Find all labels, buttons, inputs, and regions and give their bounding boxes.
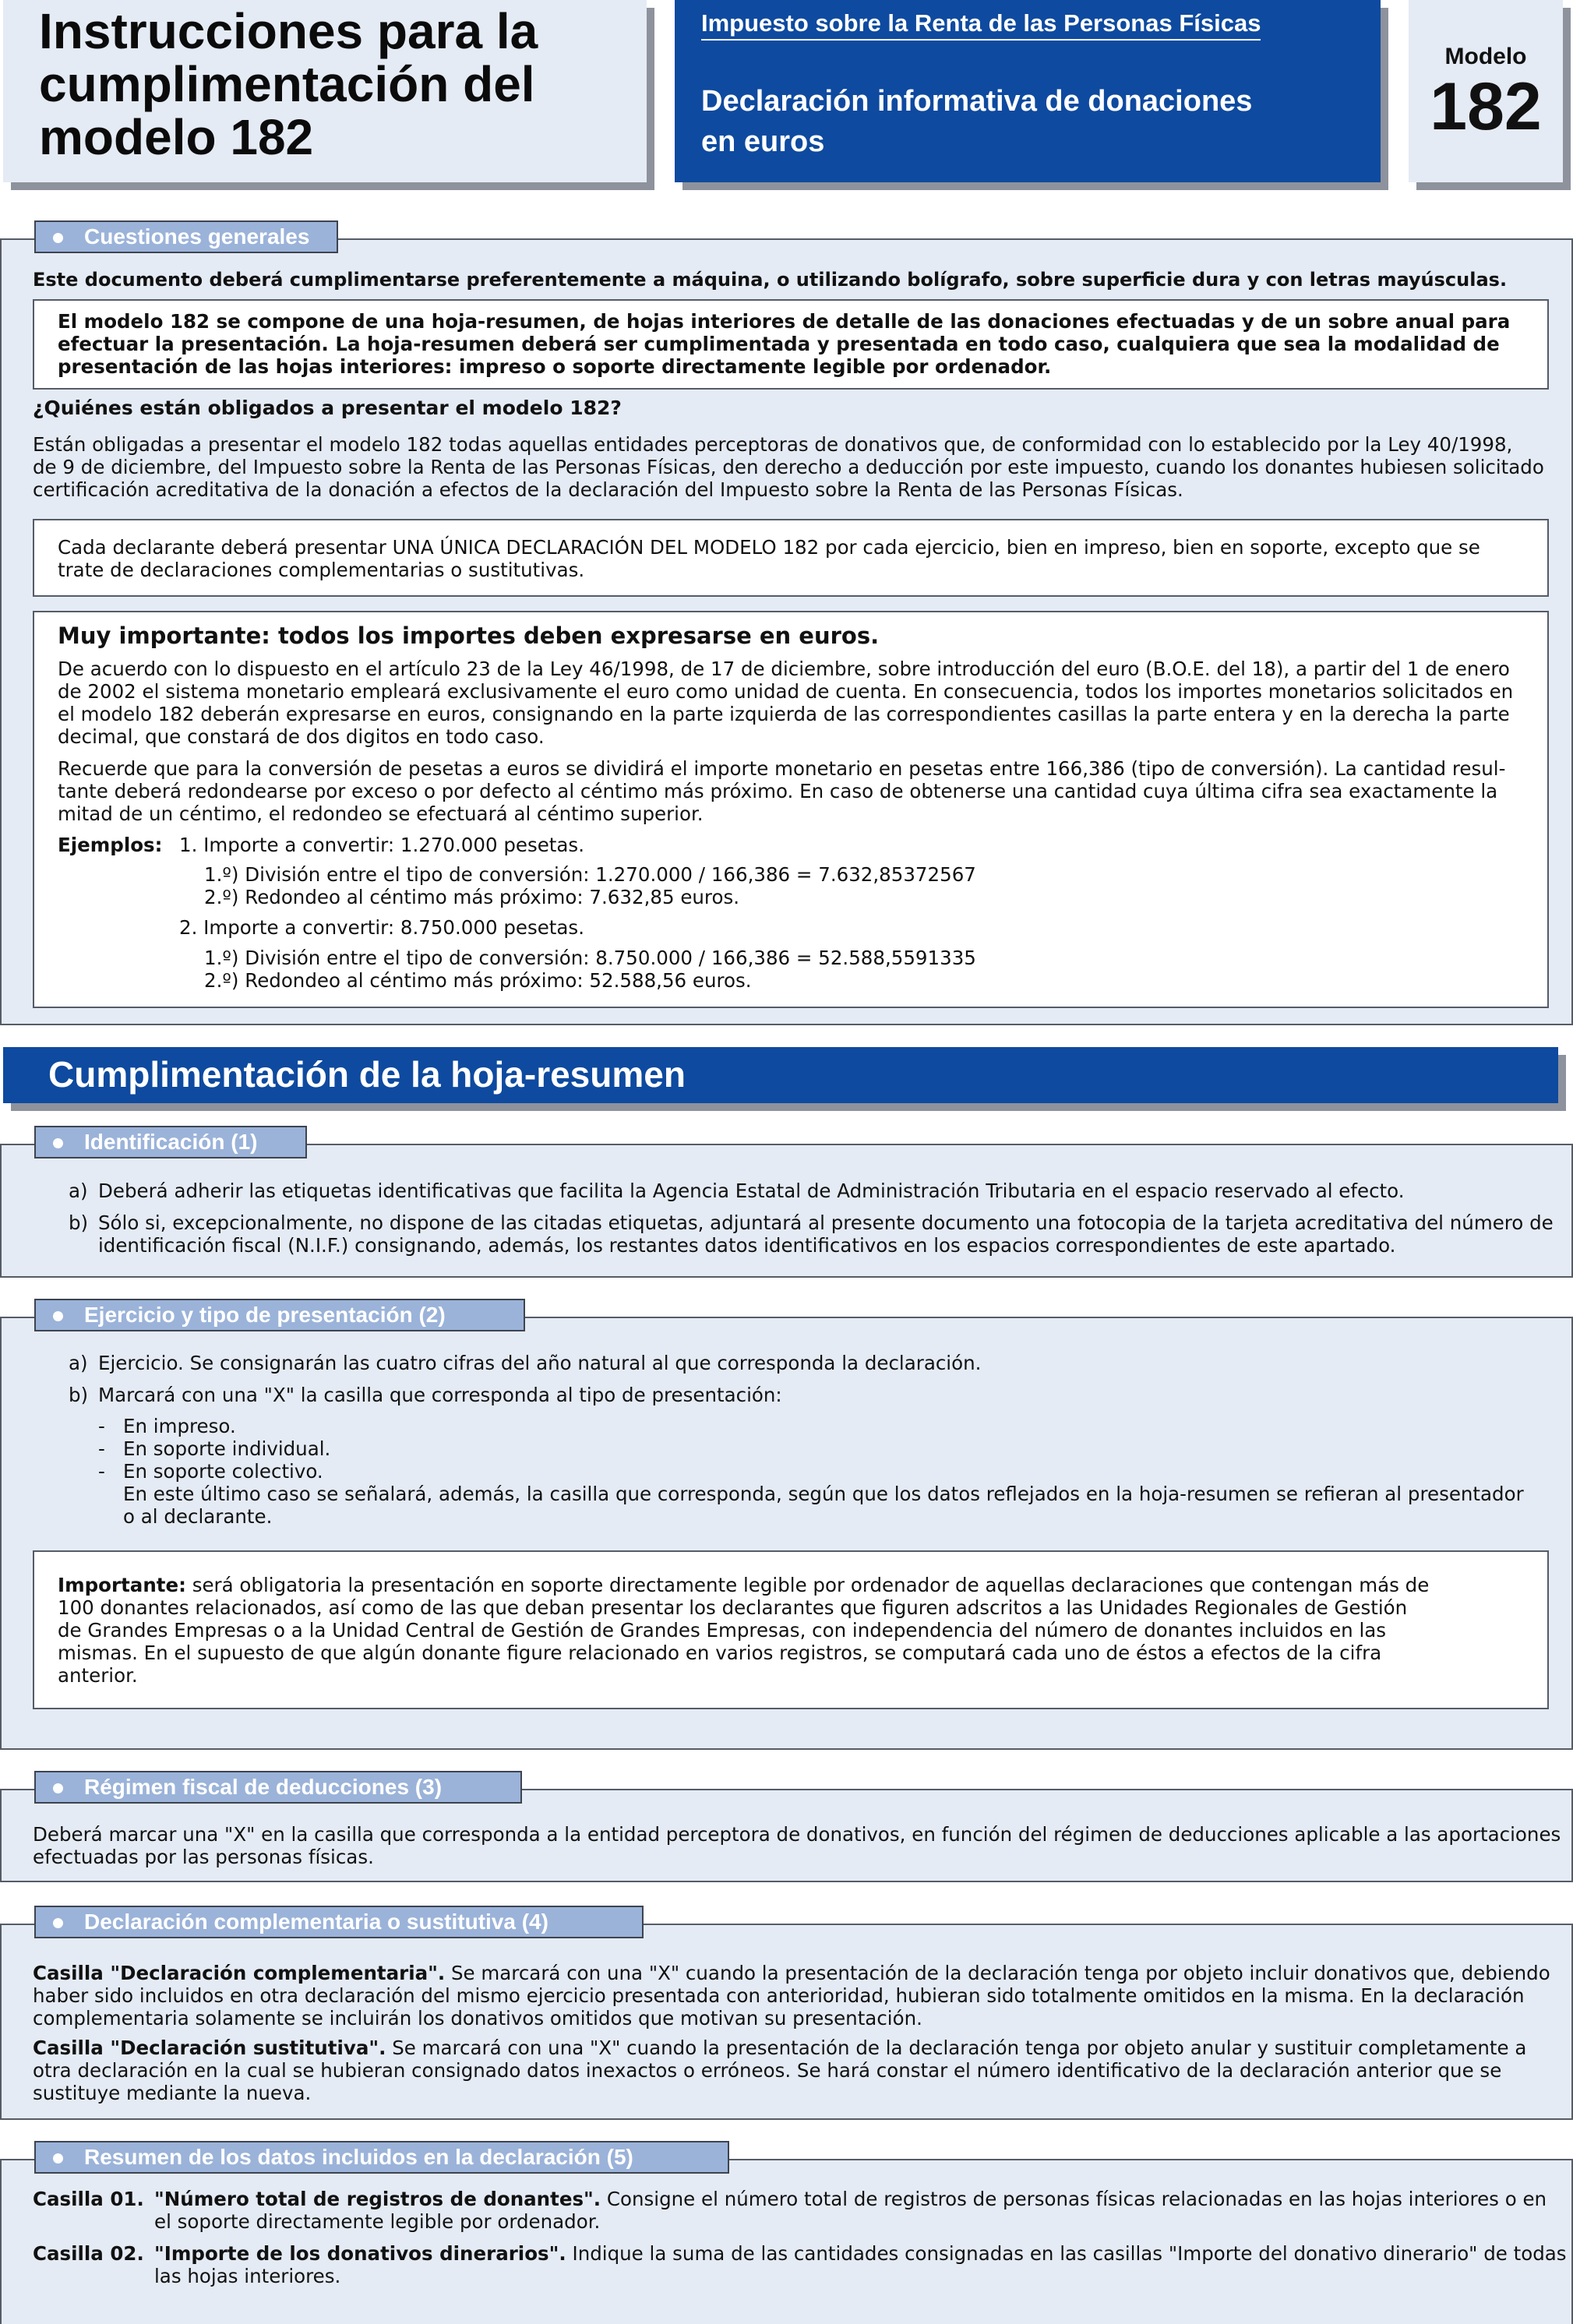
exercise-year-text: Ejercicio. Se consignarán las cuatro cifras del año natural al que corresponda la declaración. <box>98 1352 982 1374</box>
exercise-section-tag <box>34 1299 525 1331</box>
example-item: 2. Importe a convertir: 8.750.000 pesetas. <box>179 916 584 939</box>
substitutive-line: otra declaración en la cual se hubieran consignado datos inexactos o erróneos. Se hará constar el número identificativo de la declaración anterior que se <box>33 2059 1502 2082</box>
example-step: 2.º) Redondeo al céntimo más próximo: 7.632,85 euros. <box>204 886 739 908</box>
euro-paragraph-line: de 2002 el sistema monetario empleará exclusivamente el euro como unidad de cuenta. En consecuencia, todos los importes monetarios solicitados en <box>58 680 1514 703</box>
list-label: a) <box>69 1180 88 1202</box>
complementary-line: complementaria solamente se incluirán los donativos omitidos que motivan su presentación. <box>33 2007 922 2030</box>
form-title <box>701 81 1348 162</box>
list-label: b) <box>69 1384 89 1406</box>
presentation-option: En soporte colectivo. <box>123 1460 323 1483</box>
important-box <box>33 1550 1549 1709</box>
regime-text-line: Deberá marcar una "X" en la casilla que corresponda a la entidad perceptora de donativos, en función del régimen de deducciones aplicable a las aportaciones <box>33 1823 1561 1846</box>
presentation-option: En soporte individual. <box>123 1437 331 1460</box>
section-tag-label: Resumen de los datos incluidos en la declaración (5) <box>84 2145 633 2169</box>
single-declaration-box <box>33 519 1549 597</box>
identification-section <box>0 1144 1573 1278</box>
section-banner-title: Cumplimentación de la hoja-resumen <box>48 1054 686 1095</box>
model-number: 182 <box>1430 69 1542 144</box>
section-tag-label: Ejercicio y tipo de presentación (2) <box>84 1303 446 1327</box>
obligation-answer-line: Están obligadas a presentar el modelo 182 todas aquellas entidades perceptoras de donativos que, de conformidad con lo establecido por la Ley 40/1998, <box>33 433 1513 456</box>
conversion-paragraph-line: tante deberá redondearse por exceso o por defecto al céntimo más próximo. En caso de obtenerse una cantidad cuya última cifra sea exactamente la <box>58 780 1498 802</box>
dash-marker: - <box>98 1437 105 1460</box>
document-title-panel <box>3 0 647 182</box>
presentation-type-text: Marcará con una "X" la casilla que corresponda al tipo de presentación: <box>98 1384 782 1406</box>
important-line: 100 donantes relacionados, así como de las que deban presentar los declarantes que figuren adscritos a las Unidades Regionales de Gestión <box>58 1596 1408 1619</box>
box-01-line: el soporte directamente legible por ordenador. <box>154 2210 601 2233</box>
section-tag-label: Régimen fiscal de deducciones (3) <box>84 1775 443 1799</box>
complementary-section-tag <box>34 1906 644 1938</box>
form-title-line: en euros <box>701 125 825 158</box>
obligation-answer-line: certificación acreditativa de la donación a efectos de la declaración del Impuesto sobre la Renta de las Personas Físicas. <box>33 478 1183 501</box>
important-line: mismas. En el supuesto de que algún donante figure relacionado en varios registros, se computará cada uno de éstos a efectos de la cifra <box>58 1642 1382 1664</box>
list-label: a) <box>69 1352 88 1374</box>
bullet-icon <box>53 1783 63 1793</box>
example-item: 1. Importe a convertir: 1.270.000 pesetas. <box>179 834 584 856</box>
complementary-line: Se marcará con una "X" cuando la presentación de la declaración tenga por objeto incluir donativos que, debiendo <box>445 1962 1550 1984</box>
complementary-line: haber sido incluidos en otra declaración del mismo ejercicio presentada con anterioridad, hubieran sido totalmente omitidos en la misma. En la declaración <box>33 1984 1525 2007</box>
obligation-question: ¿Quiénes están obligados a presentar el modelo 182? <box>33 397 622 419</box>
presentation-option: En impreso. <box>123 1415 236 1437</box>
box-02-line: las hojas interiores. <box>154 2265 341 2287</box>
collective-note-line: En este último caso se señalará, además, la casilla que corresponda, según que los datos reflejados en la hoja-resumen se refieran al presentador <box>123 1483 1524 1505</box>
form-title-line: Declaración informativa de donaciones <box>701 85 1253 118</box>
bullet-icon <box>53 233 63 243</box>
euro-paragraph-line: el modelo 182 deberán expresarse en euros, consignando en la parte izquierda de las correspondientes casillas la parte entera y en la derecha la parte <box>58 703 1510 725</box>
euro-heading: Muy importante: todos los importes deben expresarse en euros. <box>58 622 880 649</box>
complementary-label: Casilla "Declaración complementaria". <box>33 1962 446 1984</box>
composition-line: El modelo 182 se compone de una hoja-resumen, de hojas interiores de detalle de las donaciones efectuadas y de un sobre anual para <box>58 310 1511 333</box>
euro-paragraph-line: decimal, que constará de dos digitos en todo caso. <box>58 725 545 748</box>
example-step: 1.º) División entre el tipo de conversión: 1.270.000 / 166,386 = 7.632,85372567 <box>204 863 976 886</box>
important-line: anterior. <box>58 1664 138 1687</box>
bullet-icon <box>53 2153 63 2164</box>
single-declaration-line: trate de declaraciones complementarias o sustitutivas. <box>58 559 585 581</box>
box-01-title: "Número total de registros de donantes". <box>154 2188 601 2210</box>
form-title-panel <box>675 0 1381 182</box>
list-item: Deberá adherir las etiquetas identificativas que facilita la Agencia Estatal de Administración Tributaria en el espacio reservado al efecto. <box>98 1180 1405 1202</box>
model-number-panel <box>1409 0 1563 182</box>
document-title-line: Instrucciones para la <box>39 3 538 59</box>
section-banner <box>3 1047 1558 1103</box>
summary-section <box>0 2159 1573 2324</box>
identification-section-tag <box>34 1126 307 1158</box>
box-02-label: Casilla 02. <box>33 2242 144 2265</box>
obligation-answer-line: de 9 de diciembre, del Impuesto sobre la Renta de las Personas Físicas, den derecho a deducción por este impuesto, cuando los donantes hubiesen solicitado <box>33 456 1544 478</box>
tax-subtitle: Impuesto sobre la Renta de las Personas Físicas <box>701 9 1261 41</box>
bullet-icon <box>53 1311 63 1321</box>
box-02-line: Indique la suma de las cantidades consignadas en las casillas "Importe del donativo dinerario" de todas <box>566 2242 1567 2265</box>
general-intro: Este documento deberá cumplimentarse preferentemente a máquina, o utilizando bolígrafo, sobre superficie dura y con letras mayúsculas. <box>33 269 1508 291</box>
list-label: b) <box>69 1211 89 1234</box>
substitutive-label: Casilla "Declaración sustitutiva". <box>33 2037 386 2059</box>
important-line: de Grandes Empresas o a la Unidad Central de Gestión de Grandes Empresas, con independencia del número de donantes incluidos en las <box>58 1619 1387 1642</box>
collective-note-line: o al declarante. <box>123 1505 273 1528</box>
euro-paragraph-line: De acuerdo con lo dispuesto en el artículo 23 de la Ley 46/1998, de 17 de diciembre, sobre introducción del euro (B.O.E. del 18), a partir del 1 de enero <box>58 658 1510 680</box>
section-tag-label: Identificación (1) <box>84 1130 258 1154</box>
box-01-label: Casilla 01. <box>33 2188 144 2210</box>
example-step: 1.º) División entre el tipo de conversión: 8.750.000 / 166,386 = 52.588,5591335 <box>204 947 976 969</box>
substitutive-line: sustituye mediante la nueva. <box>33 2082 312 2104</box>
dash-marker: - <box>98 1460 105 1483</box>
example-step: 2.º) Redondeo al céntimo más próximo: 52.588,56 euros. <box>204 969 752 992</box>
composition-box <box>33 299 1549 390</box>
euro-important-box <box>33 611 1549 1008</box>
composition-line: presentación de las hojas interiores: impreso o soporte directamente legible por ordenador. <box>58 355 1052 378</box>
section-tag-label: Cuestiones generales <box>84 224 310 249</box>
substitutive-line: Se marcará con una "X" cuando la presentación de la declaración tenga por objeto anular y sustituir completamente a <box>386 2037 1527 2059</box>
important-label: Importante: <box>58 1574 186 1596</box>
section-tag-label: Declaración complementaria o sustitutiva (4) <box>84 1910 548 1934</box>
document-title-line: modelo 182 <box>39 109 314 165</box>
box-02-title: "Importe de los donativos dinerarios". <box>154 2242 566 2265</box>
dash-marker: - <box>98 1415 105 1437</box>
document-title <box>39 5 538 164</box>
list-item: Sólo si, excepcionalmente, no dispone de las citadas etiquetas, adjuntará al presente documento una fotocopia de la tarjeta acreditativa del número de <box>98 1211 1554 1234</box>
conversion-paragraph-line: mitad de un céntimo, el redondeo se efectuará al céntimo superior. <box>58 802 704 825</box>
document-title-line: cumplimentación del <box>39 56 535 112</box>
single-declaration-line: Cada declarante deberá presentar UNA ÚNICA DECLARACIÓN DEL MODELO 182 por cada ejercicio, bien en impreso, bien en soporte, excepto que se <box>58 536 1480 559</box>
conversion-paragraph-line: Recuerde que para la conversión de pesetas a euros se dividirá el importe monetario en pesetas entre 166,386 (tipo de conversión). La cantidad resul- <box>58 757 1506 780</box>
important-line: será obligatoria la presentación en soporte directamente legible por ordenador de aquellas declaraciones que contengan más de <box>185 1574 1430 1596</box>
regime-section-tag <box>34 1771 522 1804</box>
composition-line: efectuar la presentación. La hoja-resumen deberá ser cumplimentada y presentada en todo caso, cualquiera que sea la modalidad de <box>58 333 1500 355</box>
summary-section-tag <box>34 2141 729 2174</box>
bullet-icon <box>53 1918 63 1928</box>
list-item: identificación fiscal (N.I.F.) consignando, además, los restantes datos identificativos en los espacios correspondientes de este apartado. <box>98 1234 1396 1257</box>
bullet-icon <box>53 1138 63 1148</box>
model-label: Modelo <box>1444 44 1527 69</box>
box-01-line: Consigne el número total de registros de personas físicas relacionadas en las hojas interiores o en <box>601 2188 1547 2210</box>
general-section-tag <box>34 220 338 253</box>
regime-text-line: efectuadas por las personas físicas. <box>33 1846 374 1868</box>
examples-label: Ejemplos: <box>58 834 163 856</box>
